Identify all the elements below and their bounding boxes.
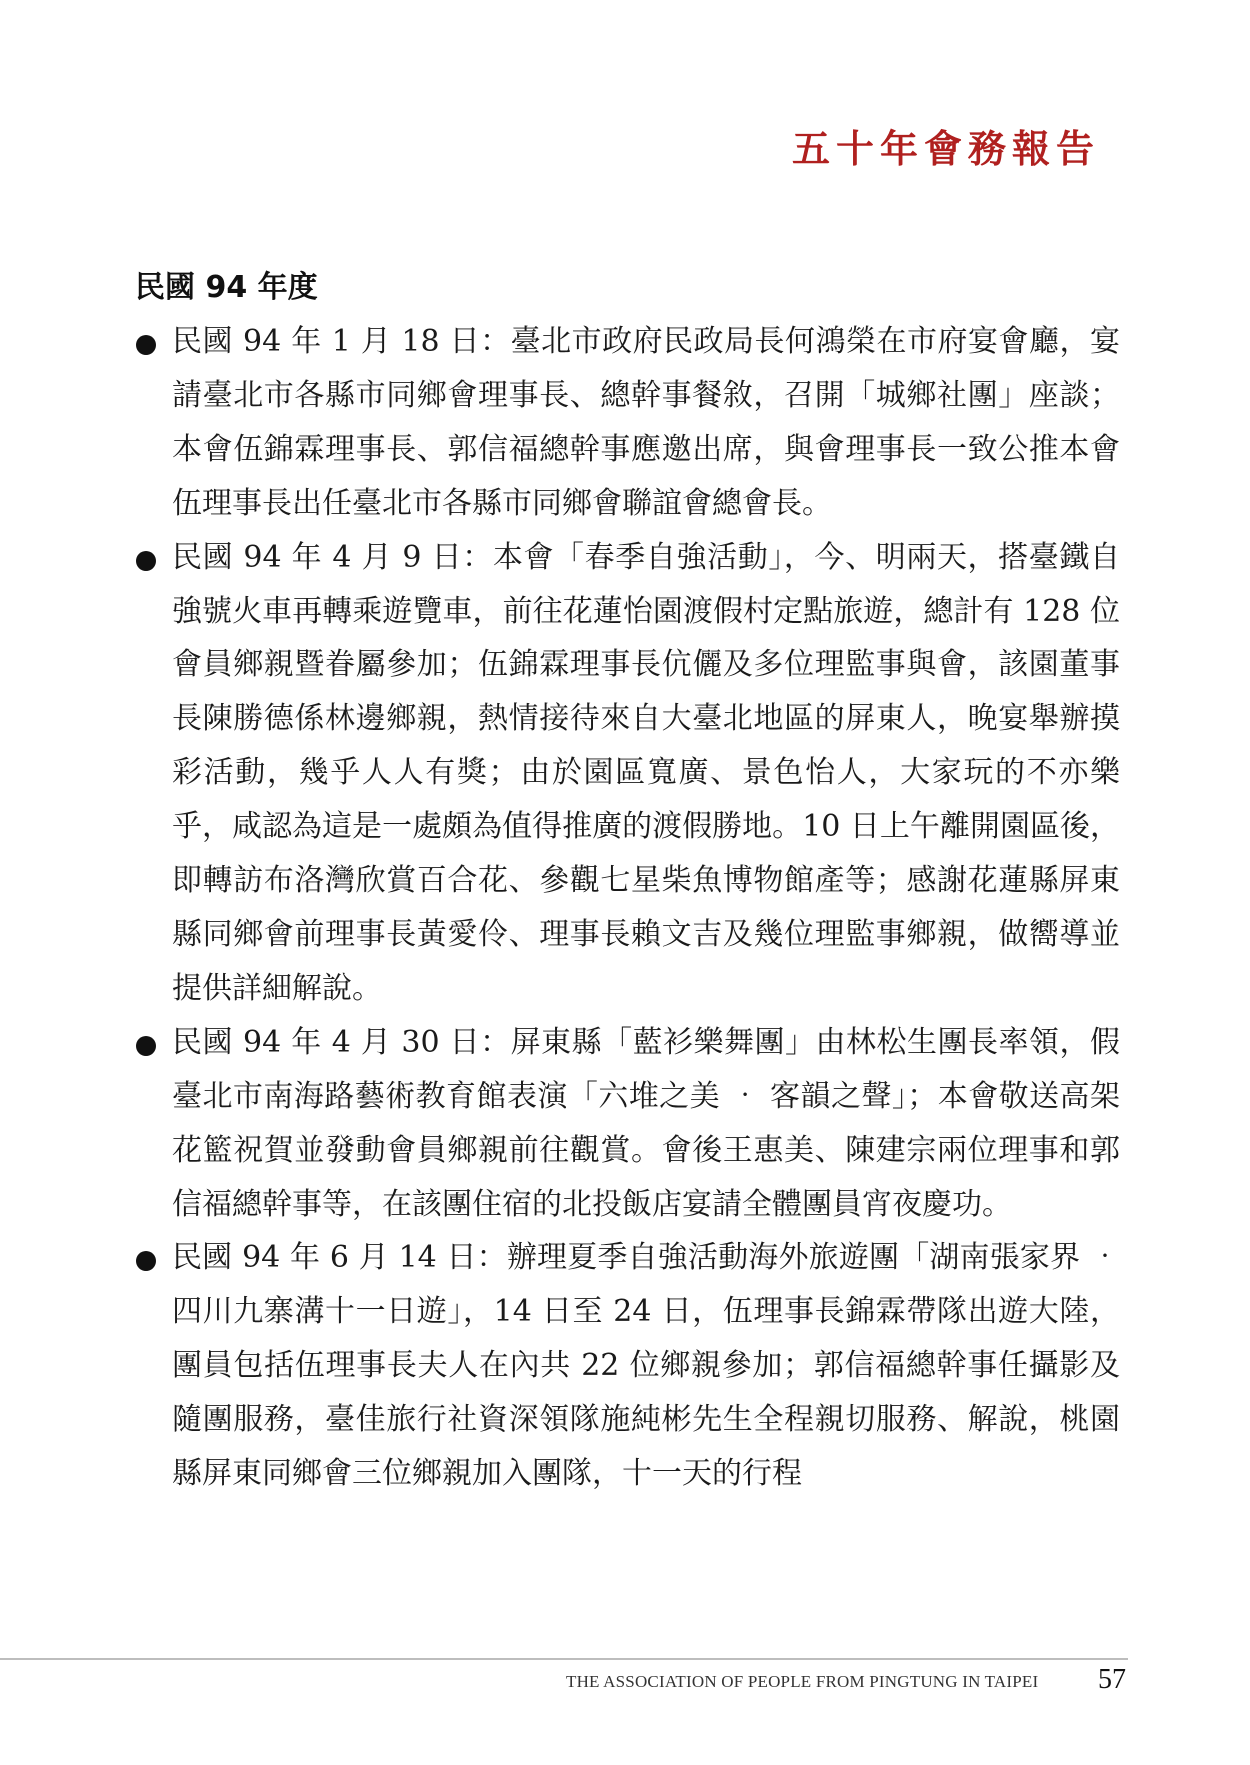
bullet-icon — [136, 551, 156, 571]
page-number: 57 — [1098, 1664, 1126, 1695]
list-item — [130, 315, 1120, 531]
list-item — [130, 531, 1120, 1016]
entry-text: 民國 94 年 4 月 9 日：本會「春季自強活動」，今、明兩天，搭臺鐵自強號火車再轉乘遊覽車，前往花蓮怡園渡假村定點旅遊，總計有 128 位會員鄉親暨眷屬參加；伍錦霖理事長伉儷及多位理監事與會，該園董事長陳勝德係林邊鄉親，熱情接待來自大臺北地區的屏東人，晚宴舉辦摸彩活動，幾乎人人有獎；由於園區寬廣、景色怡人，大家玩的不亦樂乎，咸認為這是一處頗為值得推廣的渡假勝地。10 日上午離開園區後，即轉訪布洛灣欣賞百合花、參觀七星柴魚博物館產等；感謝花蓮縣屏東縣同鄉會前理事長黃愛伶、理事長賴文吉及幾位理監事鄉親，做嚮導並提供詳細解說。 — [172, 539, 1120, 1006]
entry-text: 民國 94 年 4 月 30 日：屏東縣「藍衫樂舞團」由林松生團長率領，假臺北市南海路藝術教育館表演「六堆之美 ‧ 客韻之聲」；本會敬送高架花籃祝賀並發動會員鄉親前往觀賞。會後王惠美、陳建宗兩位理事和郭信福總幹事等，在該團住宿的北投飯店宴請全體團員宵夜慶功。 — [172, 1024, 1120, 1222]
bullet-icon — [136, 1036, 156, 1056]
entry-list — [130, 315, 1120, 1501]
list-item — [130, 1016, 1120, 1232]
running-head: 五十年會務報告 — [791, 126, 1100, 171]
entry-text: 民國 94 年 6 月 14 日：辦理夏季自強活動海外旅遊團「湖南張家界 ‧ 四川九寨溝十一日遊」，14 日至 24 日，伍理事長錦霖帶隊出遊大陸，團員包括伍理事長夫人在內共 22 位鄉親參加；郭信福總幹事任攝影及隨團服務，臺佳旅行社資深領隊施純彬先生全程親切服務、解說，桃園縣屏東同鄉會三位鄉親加入團隊，十一天的行程 — [172, 1240, 1120, 1492]
list-item — [130, 1231, 1120, 1501]
footer-publisher: THE ASSOCIATION OF PEOPLE FROM PINGTUNG IN TAIPEI — [566, 1672, 1039, 1691]
section-heading: 民國 94 年度 — [135, 270, 318, 305]
bullet-icon — [136, 1251, 156, 1271]
entry-text: 民國 94 年 1 月 18 日：臺北市政府民政局長何鴻榮在市府宴會廳，宴請臺北市各縣市同鄉會理事長、總幹事餐敘，召開「城鄉社團」座談；本會伍錦霖理事長、郭信福總幹事應邀出席，與會理事長一致公推本會伍理事長出任臺北市各縣市同鄉會聯誼會總會長。 — [172, 324, 1120, 521]
bullet-icon — [136, 335, 156, 355]
footer-divider — [0, 1658, 1128, 1660]
